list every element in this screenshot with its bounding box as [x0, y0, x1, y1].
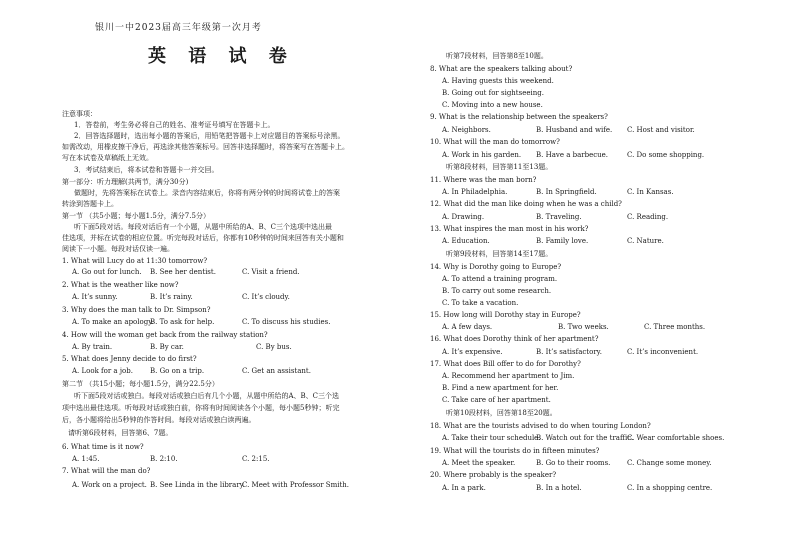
- option-a: A. To attend a training program.: [442, 275, 558, 283]
- material-instruction: 请听第6段材料，回答第6、7题。: [68, 429, 173, 437]
- option-a: A. Meet the speaker.: [442, 459, 516, 467]
- section1-desc: 阅读下一小题。每段对话仅读一遍。: [62, 245, 174, 253]
- option-c: C. To discuss his studies.: [242, 318, 331, 326]
- note-line: 1．答卷前，考生务必将自己的姓名、准考证号填写在答题卡上。: [74, 121, 275, 129]
- option-b: B. To carry out some research.: [442, 287, 552, 295]
- option-c: C. Change some money.: [627, 459, 712, 467]
- question: 6. What time is it now?: [62, 443, 144, 451]
- note-line: 3．考试结束后，将本试卷和答题卡一并交回。: [74, 166, 219, 174]
- question: 19. What will the tourists do in fifteen minutes?: [430, 447, 600, 455]
- option-c: C. Get an assistant.: [242, 367, 311, 375]
- option-c: C. Visit a friend.: [242, 268, 300, 276]
- option-c: C. To take a vacation.: [442, 299, 519, 307]
- option-b: B. It’s satisfactory.: [536, 348, 602, 356]
- option-c: C. It’s cloudy.: [242, 293, 290, 301]
- option-a: A. Work on a project.: [72, 481, 147, 489]
- material-instruction: 听第8段材料，回答第11至13题。: [446, 163, 553, 171]
- option-b: B. Have a barbecue.: [536, 151, 609, 159]
- option-b: B. Go to their rooms.: [536, 459, 611, 467]
- exam-header: 银川一中2023届高三年级第一次月考: [95, 23, 262, 33]
- note-line: 如需改动，用橡皮擦干净后，再选涂其他答案标号。回答非选择题时，将答案写在答题卡上。: [62, 143, 349, 151]
- option-a: A. Drawing.: [442, 213, 485, 221]
- section2-heading: 第二节 （共15小题；每小题1.5分，满分22.5分）: [62, 380, 219, 388]
- option-a: A. In a park.: [442, 484, 486, 492]
- material-instruction: 听第10段材料，回答第18至20题。: [446, 409, 557, 417]
- option-b: B. See her dentist.: [150, 268, 216, 276]
- option-a: A. Take their tour schedule.: [442, 434, 541, 442]
- question: 10. What will the man do tomorrow?: [430, 138, 560, 146]
- notes-title: 注意事项：: [62, 110, 97, 118]
- option-a: A. 1:45.: [72, 455, 100, 463]
- option-c: C. In a shopping centre.: [627, 484, 713, 492]
- option-b: B. Watch out for the traffic.: [536, 434, 634, 442]
- section1-desc: 佳选项，并标在试卷的相应位置。听完每段对话后，你都有10秒钟的时间来回答有关小题和: [62, 234, 344, 242]
- option-c: C. Reading.: [627, 213, 669, 221]
- section1-desc: 听下面5段对话。每段对话后有一个小题，从题中所给的A、B、C三个选项中选出最: [74, 223, 333, 231]
- question: 18. What are the tourists advised to do when touring London?: [430, 422, 651, 430]
- option-c: C. Do some shopping.: [627, 151, 705, 159]
- section2-desc: 项中选出最佳选项。听每段对话或独白前，你将有时间阅读各个小题，每小题5秒钟；听完: [62, 404, 340, 412]
- question: 8. What are the speakers talking about?: [430, 65, 573, 73]
- section1-heading: 第一节 （共5小题；每小题1.5分，满分7.5分）: [62, 212, 210, 220]
- question: 17. What does Bill offer to do for Dorothy?: [430, 360, 581, 368]
- option-c: C. Wear comfortable shoes.: [627, 434, 725, 442]
- option-a: A. To make an apology.: [72, 318, 154, 326]
- question: 16. What does Dorothy think of her apartment?: [430, 335, 599, 343]
- option-c: C. By bus.: [256, 343, 292, 351]
- question: 5. What does Jenny decide to do first?: [62, 355, 197, 363]
- option-c: C. In Kansas.: [627, 188, 674, 196]
- question: 11. Where was the man born?: [430, 176, 537, 184]
- option-b: B. Family love.: [536, 237, 589, 245]
- option-b: B. Going out for sightseeing.: [442, 89, 544, 97]
- part1-heading: 第一部分：听力理解(共两节，满分30分): [62, 178, 189, 186]
- option-b: B. It’s rainy.: [150, 293, 193, 301]
- option-c: C. Host and visitor.: [627, 126, 695, 134]
- option-b: B. Find a new apartment for her.: [442, 384, 559, 392]
- option-a: A. Education.: [442, 237, 490, 245]
- option-a: A. It’s sunny.: [72, 293, 118, 301]
- note-line: 2．回答选择题时，选出每小题的答案后，用铅笔把答题卡上对应题目的答案标号涂黑。: [74, 132, 345, 140]
- question: 15. How long will Dorothy stay in Europe?: [430, 311, 581, 319]
- question: 14. Why is Dorothy going to Europe?: [430, 263, 562, 271]
- option-b: B. By car.: [150, 343, 184, 351]
- option-a: A. It’s expensive.: [442, 348, 503, 356]
- option-c: C. Moving into a new house.: [442, 101, 543, 109]
- option-a: A. A few days.: [442, 323, 493, 331]
- option-a: A. Go out for lunch.: [72, 268, 142, 276]
- option-c: C. Nature.: [627, 237, 664, 245]
- option-a: A. Having guests this weekend.: [442, 77, 554, 85]
- question: 2. What is the weather like now?: [62, 281, 179, 289]
- option-b: B. Traveling.: [536, 213, 582, 221]
- part1-desc: 转涂到答题卡上。: [62, 200, 118, 208]
- option-a: A. By train.: [72, 343, 113, 351]
- option-b: B. See Linda in the library.: [150, 481, 245, 489]
- question: 4. How will the woman get back from the railway station?: [62, 331, 268, 339]
- question: 1. What will Lucy do at 11:30 tomorrow?: [62, 257, 208, 265]
- note-line: 写在本试卷及草稿纸上无效。: [62, 154, 153, 162]
- option-c: C. 2:15.: [242, 455, 270, 463]
- question: 12. What did the man like doing when he was a child?: [430, 200, 622, 208]
- question: 3. Why does the man talk to Dr. Simpson?: [62, 306, 211, 314]
- material-instruction: 听第9段材料，回答第14至17题。: [446, 250, 553, 258]
- option-b: B. Husband and wife.: [536, 126, 613, 134]
- section2-desc: 听下面5段对话或独白。每段对话或独白后有几个小题，从题中所给的A、B、C三个选: [74, 392, 340, 400]
- option-a: A. Neighbors.: [442, 126, 491, 134]
- section2-desc: 后，各小题将给出5秒钟的作答时间。每段对话或独白读两遍。: [62, 416, 256, 424]
- option-a: A. In Philadelphia.: [442, 188, 508, 196]
- option-c: C. Meet with Professor Smith.: [242, 481, 350, 489]
- question: 20. Where probably is the speaker?: [430, 471, 557, 479]
- question: 7. What will the man do?: [62, 467, 151, 475]
- option-c: C. Three months.: [644, 323, 706, 331]
- option-b: B. In Springfield.: [536, 188, 597, 196]
- option-a: A. Recommend her apartment to Jim.: [442, 372, 575, 380]
- option-b: B. Two weeks.: [558, 323, 609, 331]
- option-b: B. Go on a trip.: [150, 367, 205, 375]
- option-b: B. To ask for help.: [150, 318, 215, 326]
- question: 13. What inspires the man most in his work?: [430, 225, 589, 233]
- option-c: C. Take care of her apartment.: [442, 396, 551, 404]
- part1-desc: 做题时，先将答案标在试卷上。录音内容结束后，你将有两分钟的时间将试卷上的答案: [74, 189, 340, 197]
- material-instruction: 听第7段材料，回答第8至10题。: [446, 52, 548, 60]
- question: 9. What is the relationship between the speakers?: [430, 113, 608, 121]
- option-c: C. It’s inconvenient.: [627, 348, 699, 356]
- option-b: B. 2:10.: [150, 455, 178, 463]
- option-b: B. In a hotel.: [536, 484, 582, 492]
- option-a: A. Look for a job.: [72, 367, 133, 375]
- option-a: A. Work in his garden.: [442, 151, 522, 159]
- exam-title: 英 语 试 卷: [148, 46, 295, 67]
